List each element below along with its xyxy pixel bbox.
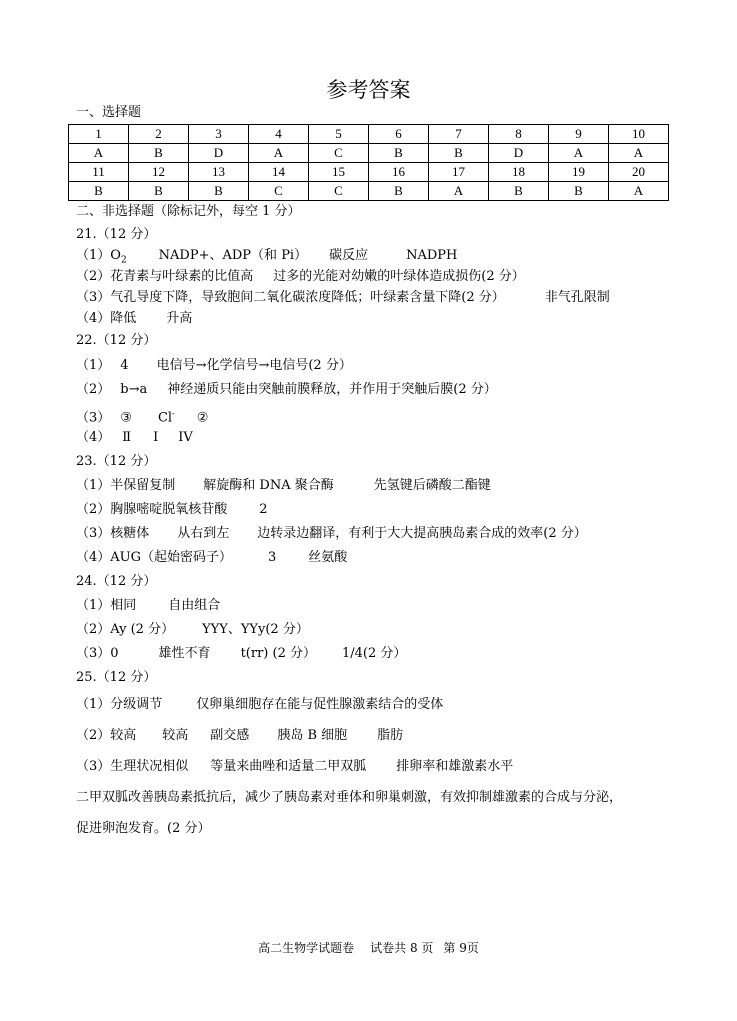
- answer-row: [69, 144, 669, 163]
- answer-cell: A: [609, 182, 669, 201]
- q22-line1: [76, 357, 352, 375]
- q24-line3: [76, 645, 406, 663]
- q24-line2: [76, 621, 309, 639]
- question-number-cell: 2: [129, 125, 189, 144]
- footer-page-number: 第 9页: [443, 941, 479, 955]
- answer-label: （3）0: [76, 646, 119, 661]
- answer-label: （3）核糖体: [76, 526, 150, 541]
- answer: YYY、YYy(2 分）: [202, 622, 309, 637]
- answer: 4: [120, 358, 129, 373]
- q25-para-line1: 二甲双胍改善胰岛素抵抗后，减少了胰岛素对垂体和卵巢刺激，有效抑制雄激素的合成与分泌，: [76, 790, 623, 805]
- question-number-cell: 6: [369, 125, 429, 144]
- question-number-cell: 5: [309, 125, 369, 144]
- question-number-cell: 11: [69, 163, 129, 182]
- answer: 排卵率和雄激素水平: [396, 759, 514, 774]
- answer-table: [68, 124, 669, 201]
- answer: 3: [268, 550, 277, 565]
- q21-header: 21.（12 分）: [76, 227, 157, 242]
- q21-line1: [76, 247, 457, 270]
- answer: NADP+、ADP（和 Pi）: [158, 248, 308, 263]
- superscript: -: [172, 409, 175, 418]
- answer-label: （1）O: [76, 248, 121, 263]
- q21-line3: [76, 289, 610, 307]
- answer-cell: B: [129, 144, 189, 163]
- answer: 脂肪: [377, 728, 404, 743]
- answer-cell: D: [489, 144, 549, 163]
- answer-label: （3）生理状况相似: [76, 759, 189, 774]
- answer: 丝氨酸: [308, 550, 348, 565]
- q22-line2: [76, 381, 497, 399]
- answer: NADPH: [406, 248, 458, 263]
- answer: 2: [259, 502, 268, 517]
- q23-line4: [76, 549, 347, 567]
- answer: I: [153, 430, 159, 445]
- footer-title: 高二生物学试题卷: [258, 941, 355, 955]
- answer-cell: B: [369, 144, 429, 163]
- subscript: 2: [120, 255, 127, 266]
- question-number-cell: 7: [429, 125, 489, 144]
- answer-label: （2）较高: [76, 728, 137, 743]
- answer: ②: [196, 410, 209, 426]
- question-number-cell: 10: [609, 125, 669, 144]
- q25-para-line2: 促进卵泡发育。(2 分）: [76, 821, 211, 836]
- answer: ③: [120, 410, 132, 426]
- answer-cell: C: [309, 182, 369, 201]
- question-number-cell: 4: [249, 125, 309, 144]
- answer-label: （3）气孔导度下降，导致胞间二氧化碳浓度降低；叶绿素含量下降(2 分）: [76, 290, 505, 305]
- q23-header: 23.（12 分）: [76, 454, 157, 469]
- answer-label: （4）: [76, 430, 111, 445]
- answer: 电信号→化学信号→电信号(2 分）: [156, 358, 352, 373]
- answer-label: （2）Ay (2 分）: [76, 622, 175, 637]
- q23-line3: [76, 525, 587, 543]
- answer-label: （3）: [76, 410, 111, 426]
- answer-label: （4）AUG（起始密码子）: [76, 550, 233, 565]
- answer-label: （1）分级调节: [76, 697, 163, 712]
- answer: IV: [178, 430, 193, 445]
- answer-cell: B: [489, 182, 549, 201]
- answer: 仅卵巢细胞存在能与促性腺激素结合的受体: [196, 697, 444, 712]
- question-number-cell: 3: [189, 125, 249, 144]
- answer: Cl: [157, 410, 173, 426]
- question-number-cell: 20: [609, 163, 669, 182]
- answer-cell: A: [69, 144, 129, 163]
- question-number-cell: 12: [129, 163, 189, 182]
- answer: 从右到左: [177, 526, 230, 541]
- answer: 先氢键后磷酸二酯键: [373, 478, 491, 493]
- answer: 自由组合: [168, 598, 221, 613]
- question-number-cell: 16: [369, 163, 429, 182]
- answer: 过多的光能对幼嫩的叶绿体造成损伤(2 分）: [273, 269, 525, 284]
- q25-line1: [76, 696, 443, 714]
- q25-line3: [76, 758, 513, 776]
- answer: 副交感: [210, 728, 250, 743]
- answer-cell: C: [249, 182, 309, 201]
- footer-total-pages: 试卷共 8 页: [370, 941, 434, 955]
- answer-label: （4）降低: [76, 311, 137, 326]
- answer-cell: B: [429, 144, 489, 163]
- q24-header: 24.（12 分）: [76, 574, 157, 589]
- answer-row: [69, 182, 669, 201]
- q21-line2: [76, 268, 525, 286]
- q24-line1: [76, 597, 220, 615]
- q23-line2: [76, 501, 268, 519]
- answer: 胰岛 B 细胞: [277, 728, 348, 743]
- answer-cell: D: [189, 144, 249, 163]
- answer-label: （2）花青素与叶绿素的比值高: [76, 269, 254, 284]
- question-number-cell: 8: [489, 125, 549, 144]
- answer: 较高: [162, 728, 189, 743]
- answer: Ⅱ: [122, 430, 132, 445]
- question-number-cell: 14: [249, 163, 309, 182]
- question-number-cell: 9: [549, 125, 609, 144]
- answer: 碳反应: [329, 248, 369, 263]
- answer-cell: A: [609, 144, 669, 163]
- question-number-cell: 1: [69, 125, 129, 144]
- question-number-row: [69, 125, 669, 144]
- q22-line3: [76, 405, 208, 427]
- q22-line4: [76, 429, 193, 447]
- answer-cell: B: [549, 182, 609, 201]
- question-number-cell: 15: [309, 163, 369, 182]
- page-footer: [0, 940, 737, 956]
- answer-label: （1）相同: [76, 598, 137, 613]
- answer: 雄性不育: [158, 646, 211, 661]
- question-number-row: [69, 163, 669, 182]
- answer: 神经递质只能由突触前膜释放，并作用于突触后膜(2 分）: [167, 382, 497, 397]
- answer-cell: A: [429, 182, 489, 201]
- answer-label: （1）: [76, 358, 111, 373]
- answer: t(rr) (2 分）: [240, 646, 316, 661]
- q22-header: 22.（12 分）: [76, 333, 157, 348]
- answer: 非气孔限制: [544, 290, 610, 305]
- q21-line4: [76, 310, 192, 328]
- answer-label: （2）: [76, 382, 111, 397]
- question-number-cell: 19: [549, 163, 609, 182]
- answer: 等量来曲唑和适量二甲双胍: [210, 759, 367, 774]
- answer-cell: B: [129, 182, 189, 201]
- answer-cell: A: [249, 144, 309, 163]
- answer: 边转录边翻译，有利于大大提高胰岛素合成的效率(2 分）: [257, 526, 587, 541]
- q25-line2: [76, 727, 403, 745]
- question-number-cell: 18: [489, 163, 549, 182]
- answer-cell: B: [69, 182, 129, 201]
- answer: 升高: [166, 311, 193, 326]
- answer-cell: B: [369, 182, 429, 201]
- section-heading-choice: 一、选择题: [76, 105, 142, 120]
- section-heading-nonchoice: 二、非选择题（除标记外，每空 1 分）: [76, 204, 301, 219]
- question-number-cell: 17: [429, 163, 489, 182]
- answer: 解旋酶和 DNA 聚合酶: [203, 478, 334, 493]
- answer-label: （1）半保留复制: [76, 478, 176, 493]
- answer: 1/4(2 分）: [341, 646, 407, 661]
- answer-cell: B: [189, 182, 249, 201]
- q25-header: 25.（12 分）: [76, 670, 157, 685]
- answer-cell: A: [549, 144, 609, 163]
- answer-cell: C: [309, 144, 369, 163]
- answer-label: （2）胸腺嘧啶脱氧核苷酸: [76, 502, 228, 517]
- question-number-cell: 13: [189, 163, 249, 182]
- page-title: 参考答案: [326, 78, 411, 102]
- q23-line1: [76, 477, 491, 495]
- answer: b→a: [120, 382, 148, 397]
